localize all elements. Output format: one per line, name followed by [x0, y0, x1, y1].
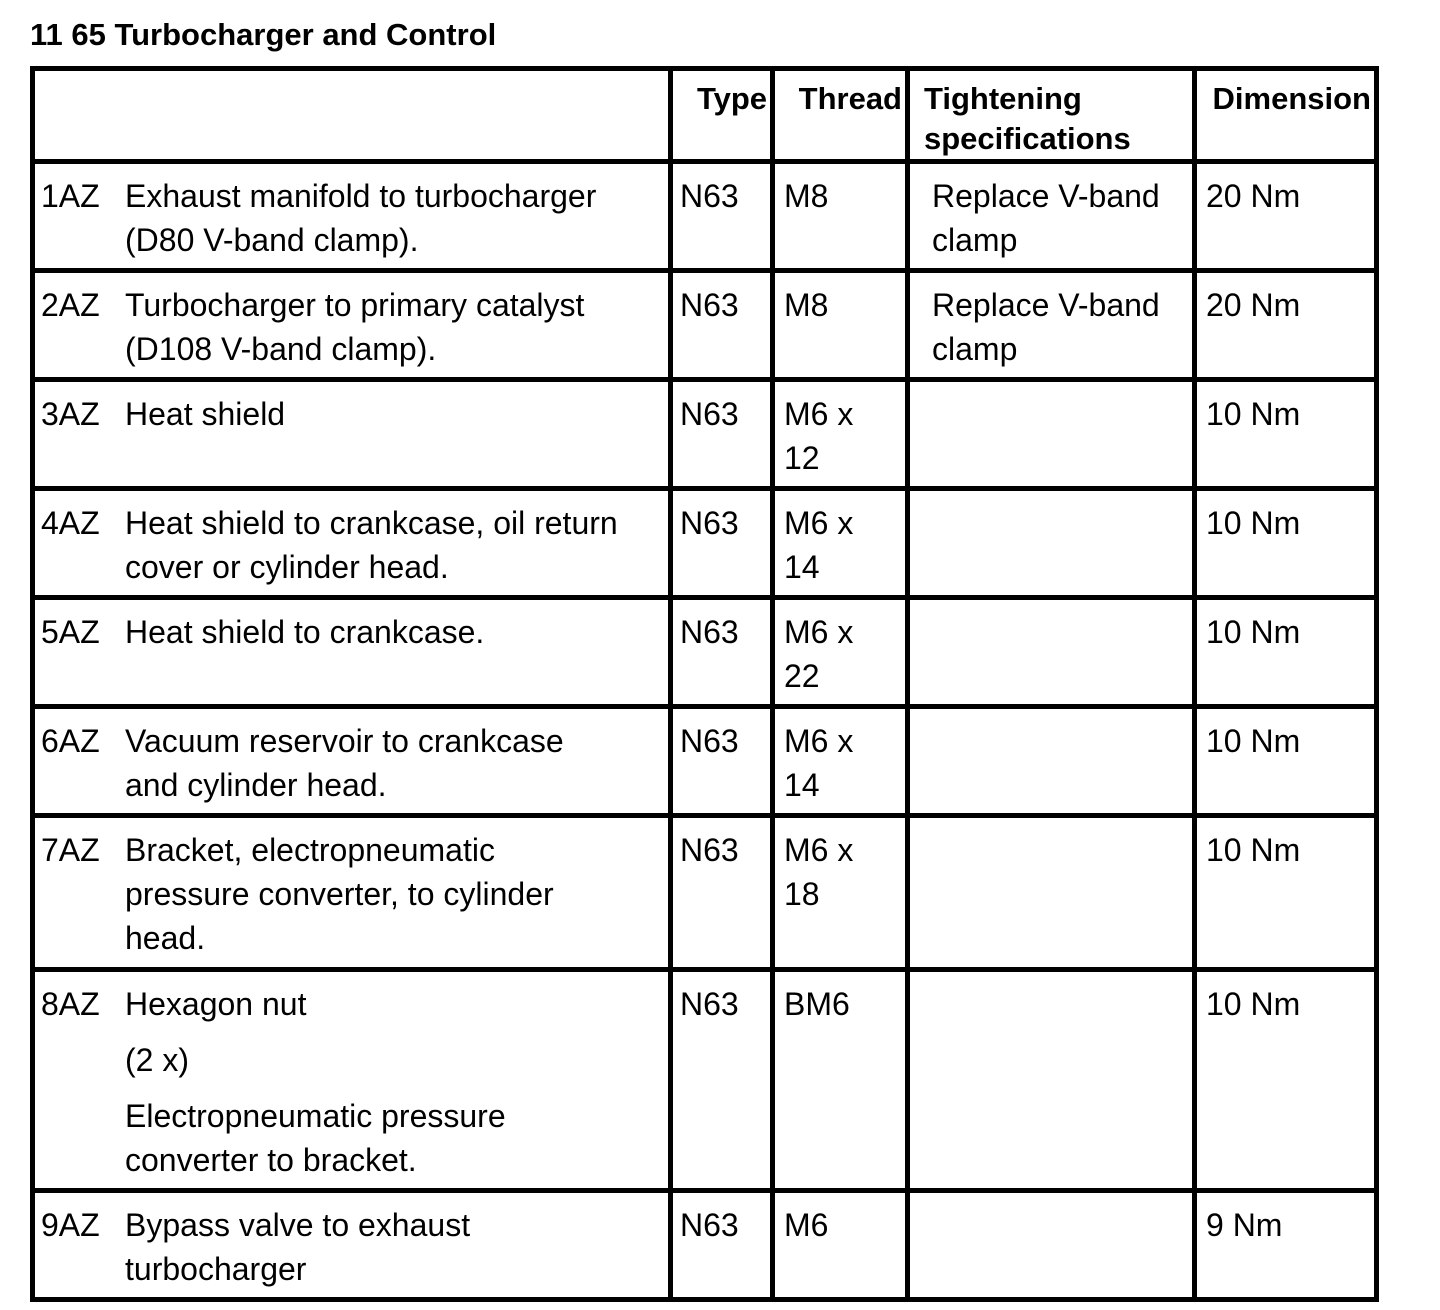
row-description	[125, 501, 623, 589]
row-label: 6AZ	[41, 723, 100, 760]
type-cell: N63	[671, 271, 773, 380]
table-row	[33, 380, 1377, 489]
type-cell: N63	[671, 1191, 773, 1300]
description-paragraph: Bypass valve to exhaust turbocharger	[125, 1207, 471, 1288]
tightening-cell: Replace V-band clamp	[908, 162, 1195, 271]
dimension-cell: 10 Nm	[1195, 970, 1377, 1191]
thread-cell: M6 x 14	[773, 707, 908, 816]
description-paragraph: Heat shield	[125, 396, 286, 433]
header-row	[33, 69, 1377, 162]
dimension-cell: 10 Nm	[1195, 489, 1377, 598]
thread-cell: M6 x 12	[773, 380, 908, 489]
type-cell: N63	[671, 162, 773, 271]
table-row	[33, 1191, 1377, 1300]
description-cell	[33, 970, 671, 1191]
row-description	[125, 392, 623, 436]
description-paragraph: (2 x)	[125, 1042, 189, 1079]
type-cell: N63	[671, 970, 773, 1191]
dimension-cell: 10 Nm	[1195, 598, 1377, 707]
thread-cell: BM6	[773, 970, 908, 1191]
row-description	[125, 610, 623, 654]
dimension-cell: 10 Nm	[1195, 816, 1377, 970]
description-paragraph: Heat shield to crankcase, oil return cover or cylinder head.	[125, 505, 618, 586]
row-label: 3AZ	[41, 396, 100, 433]
dimension-cell: 20 Nm	[1195, 162, 1377, 271]
tightening-cell	[908, 707, 1195, 816]
tightening-cell	[908, 1191, 1195, 1300]
description-paragraph: Hexagon nut	[125, 986, 307, 1023]
header-thread: Thread	[773, 69, 908, 162]
description-cell	[33, 1191, 671, 1300]
description-cell	[33, 271, 671, 380]
page-title: 11 65 Turbocharger and Control	[30, 17, 497, 52]
type-cell: N63	[671, 598, 773, 707]
thread-cell: M6 x 18	[773, 816, 908, 970]
torque-spec-table	[30, 66, 1379, 1302]
description-cell	[33, 380, 671, 489]
tightening-cell	[908, 380, 1195, 489]
tightening-cell	[908, 598, 1195, 707]
tightening-cell	[908, 489, 1195, 598]
description-cell	[33, 598, 671, 707]
header-type: Type	[671, 69, 773, 162]
thread-cell: M8	[773, 162, 908, 271]
table-row	[33, 489, 1377, 598]
table-row	[33, 598, 1377, 707]
header-item	[33, 69, 671, 162]
row-label: 8AZ	[41, 986, 100, 1023]
tightening-cell	[908, 970, 1195, 1191]
description-cell	[33, 162, 671, 271]
row-label: 1AZ	[41, 178, 100, 215]
description-paragraph: Exhaust manifold to turbocharger (D80 V-band clamp).	[125, 178, 597, 259]
dimension-cell: 9 Nm	[1195, 1191, 1377, 1300]
description-paragraph: Bracket, electropneumatic pressure converter, to cylinder head.	[125, 832, 554, 957]
tightening-cell	[908, 816, 1195, 970]
dimension-cell: 10 Nm	[1195, 707, 1377, 816]
thread-cell: M6	[773, 1191, 908, 1300]
header-tightening: Tightening specifications	[908, 69, 1195, 162]
description-cell	[33, 816, 671, 970]
table-row	[33, 271, 1377, 380]
row-description	[125, 828, 623, 960]
type-cell: N63	[671, 707, 773, 816]
type-cell: N63	[671, 489, 773, 598]
thread-cell: M8	[773, 271, 908, 380]
type-cell: N63	[671, 380, 773, 489]
type-cell: N63	[671, 816, 773, 970]
table-row	[33, 970, 1377, 1191]
description-paragraph: Electropneumatic pressure converter to bracket.	[125, 1098, 506, 1179]
tightening-cell: Replace V-band clamp	[908, 271, 1195, 380]
row-description	[125, 174, 623, 262]
row-label: 9AZ	[41, 1207, 100, 1244]
row-description	[125, 982, 623, 1182]
header-dimension: Dimension	[1195, 69, 1377, 162]
row-label: 2AZ	[41, 287, 100, 324]
thread-cell: M6 x 22	[773, 598, 908, 707]
thread-cell: M6 x 14	[773, 489, 908, 598]
table-row	[33, 162, 1377, 271]
description-cell	[33, 489, 671, 598]
dimension-cell: 20 Nm	[1195, 271, 1377, 380]
row-description	[125, 719, 623, 807]
description-paragraph: Turbocharger to primary catalyst (D108 V-band clamp).	[125, 287, 585, 368]
row-label: 4AZ	[41, 505, 100, 542]
row-label: 7AZ	[41, 832, 100, 869]
table-row	[33, 707, 1377, 816]
row-label: 5AZ	[41, 614, 100, 651]
table-row	[33, 816, 1377, 970]
dimension-cell: 10 Nm	[1195, 380, 1377, 489]
description-paragraph: Heat shield to crankcase.	[125, 614, 485, 651]
description-cell	[33, 707, 671, 816]
row-description	[125, 1203, 623, 1291]
row-description	[125, 283, 623, 371]
description-paragraph: Vacuum reservoir to crankcase and cylinder head.	[125, 723, 564, 804]
